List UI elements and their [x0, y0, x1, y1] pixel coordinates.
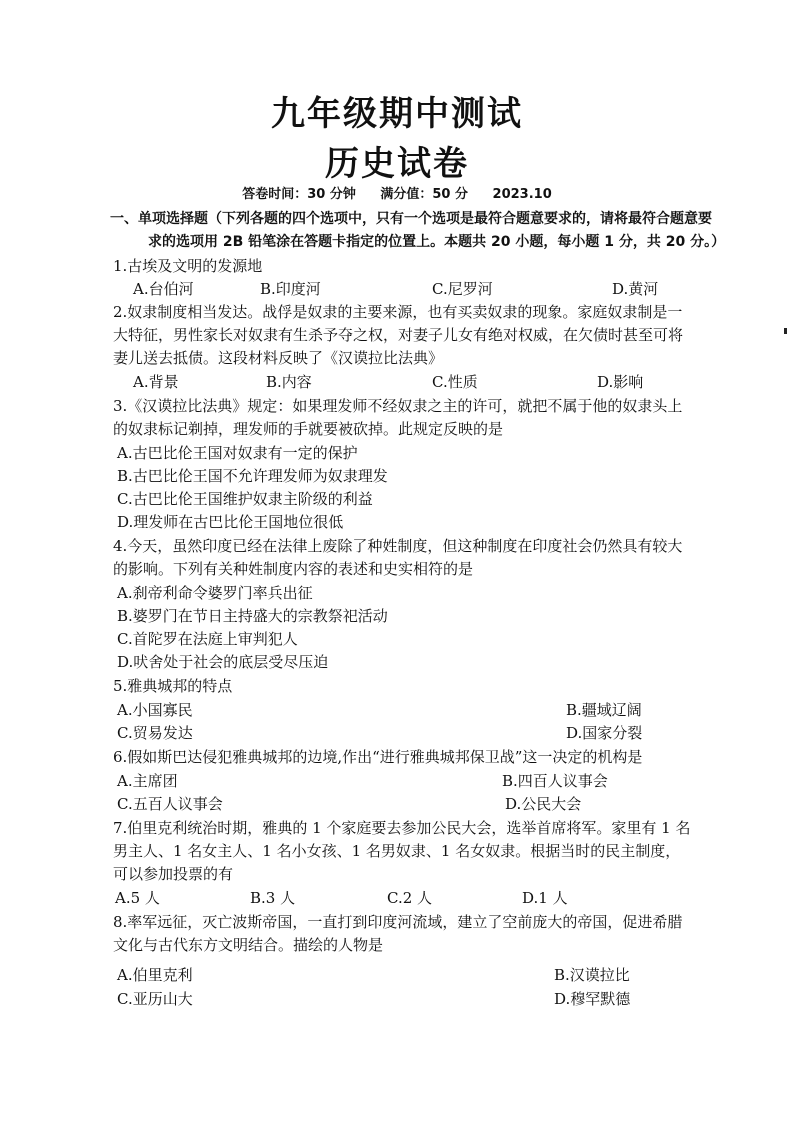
exam-title: 九年级期中测试 — [271, 94, 523, 134]
q2-stem-line3: 妻儿送去抵债。这段材料反映了《汉谟拉比法典》 — [113, 349, 444, 367]
q6-option-d: D.公民大会 — [505, 795, 582, 813]
q8-option-b: B.汉谟拉比 — [554, 966, 630, 984]
q6-option-b: B.四百人议事会 — [502, 772, 608, 790]
q1-option-a: A.台伯河 — [133, 280, 194, 298]
q1-option-d: D.黄河 — [612, 280, 659, 298]
q5-option-a: A.小国寡民 — [117, 701, 193, 719]
q3-stem-line1: 3.《汉谟拉比法典》规定：如果理发师不经奴隶之主的许可，就把不属于他的奴隶头上 — [113, 397, 683, 415]
q7-stem-line2: 男主人、1 名女主人、1 名小女孩、1 名男奴隶、1 名女奴隶。根据当时的民主制度， — [113, 842, 681, 860]
section-instructions-line1: 一、单项选择题（下列各题的四个选项中，只有一个选项是最符合题意要求的，请将最符合题意要 — [110, 211, 712, 227]
q6-stem: 6.假如斯巴达侵犯雅典城邦的边境,作出“进行雅典城邦保卫战”这一决定的机构是 — [113, 748, 643, 766]
q4-option-a: A.刹帝利命令婆罗门率兵出征 — [117, 584, 313, 602]
q2-stem-line2: 大特征，男性家长对奴隶有生杀予夺之权，对妻子儿女有绝对权威，在欠债时甚至可将 — [113, 326, 684, 344]
section-instructions-line2: 求的选项用 2B 铅笔涂在答题卡指定的位置上。本题共 20 小题，每小题 1 分，共 20 分。） — [148, 234, 726, 250]
exam-meta — [0, 183, 794, 202]
q6-option-c: C.五百人议事会 — [117, 795, 223, 813]
q6-option-a: A.主席团 — [117, 772, 178, 790]
q3-option-c: C.古巴比伦王国维护奴隶主阶级的利益 — [117, 490, 373, 508]
q2-stem-line1: 2.奴隶制度相当发达。战俘是奴隶的主要来源，也有买卖奴隶的现象。家庭奴隶制是一 — [113, 303, 683, 321]
q5-option-d: D.国家分裂 — [566, 724, 643, 742]
q2-option-a: A.背景 — [133, 373, 179, 391]
exam-score: 满分值：50 分 — [380, 187, 469, 202]
q8-option-d: D.穆罕默德 — [554, 990, 631, 1008]
q4-option-d: D.吠舍处于社会的底层受尽压迫 — [117, 653, 329, 671]
q1-stem: 1.古埃及文明的发源地 — [113, 257, 263, 275]
q3-option-b: B.古巴比伦王国不允许理发师为奴隶理发 — [117, 467, 388, 485]
q5-option-c: C.贸易发达 — [117, 724, 193, 742]
q3-option-a: A.古巴比伦王国对奴隶有一定的保护 — [117, 444, 358, 462]
q7-stem-line1: 7.伯里克利统治时期，雅典的 1 个家庭要去参加公民大会，选举首席将军。家里有 1 名 — [113, 819, 691, 837]
q7-option-d: D.1 人 — [522, 889, 568, 907]
exam-subtitle: 历史试卷 — [325, 144, 469, 184]
q2-option-c: C.性质 — [432, 373, 478, 391]
q4-stem-line1: 4.今天，虽然印度已经在法律上废除了种姓制度，但这种制度在印度社会仍然具有较大 — [113, 537, 683, 555]
q7-option-a: A.5 人 — [115, 889, 160, 907]
exam-time: 答卷时间：30 分钟 — [242, 187, 356, 202]
q8-stem-line1: 8.率军远征，灭亡波斯帝国，一直打到印度河流域，建立了空前庞大的帝国，促进希腊 — [113, 913, 683, 931]
exam-date: 2023.10 — [492, 187, 552, 202]
q4-option-c: C.首陀罗在法庭上审判犯人 — [117, 630, 298, 648]
q2-option-d: D.影响 — [597, 373, 644, 391]
q1-option-b: B.印度河 — [260, 280, 321, 298]
q3-stem-line2: 的奴隶标记剃掉，理发师的手就要被砍掉。此规定反映的是 — [113, 420, 504, 438]
q8-stem-line2: 文化与古代东方文明结合。描绘的人物是 — [113, 936, 384, 954]
q7-option-c: C.2 人 — [387, 889, 433, 907]
q2-option-b: B.内容 — [266, 373, 312, 391]
q5-option-b: B.疆域辽阔 — [566, 701, 642, 719]
q4-option-b: B.婆罗门在节日主持盛大的宗教祭祀活动 — [117, 607, 388, 625]
q5-stem: 5.雅典城邦的特点 — [113, 677, 233, 695]
q4-stem-line2: 的影响。下列有关种姓制度内容的表述和史实相符的是 — [113, 560, 474, 578]
q7-option-b: B.3 人 — [250, 889, 296, 907]
q3-option-d: D.理发师在古巴比伦王国地位很低 — [117, 513, 344, 531]
q8-option-c: C.亚历山大 — [117, 990, 193, 1008]
q1-option-c: C.尼罗河 — [432, 280, 493, 298]
q8-option-a: A.伯里克利 — [117, 966, 193, 984]
q7-stem-line3: 可以参加投票的有 — [113, 865, 234, 883]
margin-mark — [784, 328, 787, 334]
